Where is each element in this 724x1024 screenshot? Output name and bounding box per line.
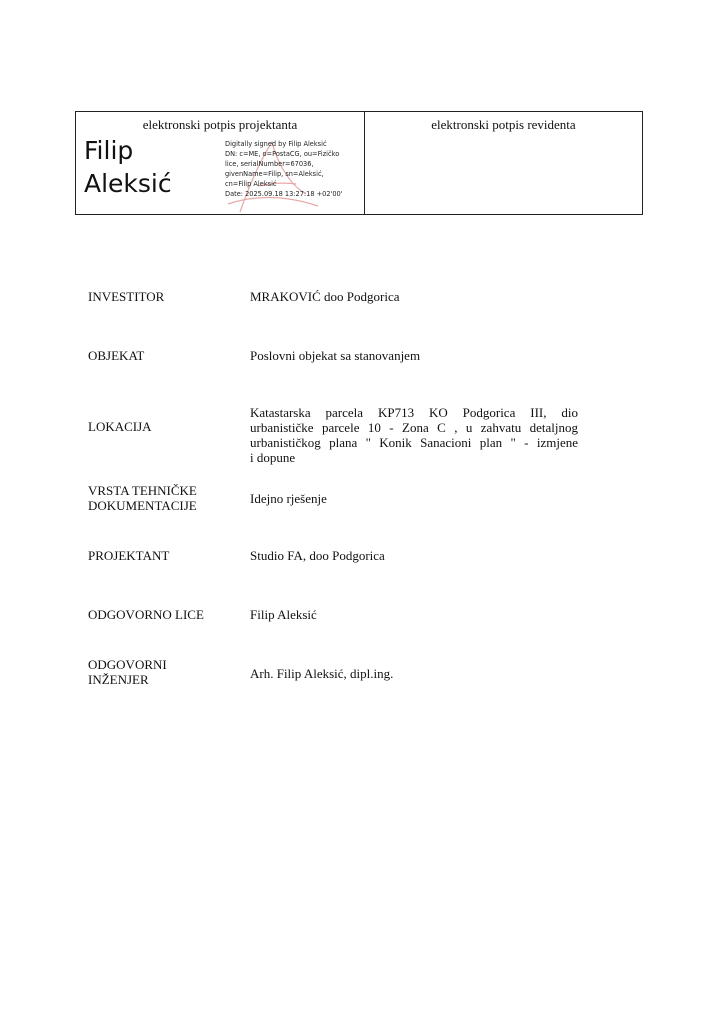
signer-name	[84, 134, 172, 200]
signer-first-name: Filip	[84, 136, 134, 165]
designer-signature-heading: elektronski potpis projektanta	[142, 117, 298, 132]
field-value: Poslovni objekat sa stanovanjem	[250, 348, 421, 363]
field-label-line: DOKUMENTACIJE	[88, 498, 197, 513]
field-label: INVESTITOR	[88, 289, 165, 304]
field-value: Studio FA, doo Podgorica	[250, 548, 385, 563]
location-line: urbanističke parcele 10 - Zona C , u zahvatu detaljnog	[250, 420, 578, 435]
signature-detail-line: DN: c=ME, o=PostaCG, ou=Fizičko	[225, 150, 340, 158]
signature-details	[225, 139, 343, 199]
field-label-line: VRSTA TEHNIČKE	[88, 483, 197, 498]
field-value: Idejno rješenje	[250, 491, 327, 506]
signature-detail-line: Digitally signed by Filip Aleksić	[225, 140, 327, 148]
location-line: urbanističkog plana " Konik Sanacioni plan " - izmjene	[250, 435, 578, 450]
signature-detail-line: lice, serialNumber=67036,	[225, 160, 314, 168]
signer-last-name: Aleksić	[84, 169, 172, 198]
field-label: OBJEKAT	[88, 348, 145, 363]
location-line: i dopune	[250, 450, 296, 465]
field-value: MRAKOVIĆ doo Podgorica	[250, 289, 400, 304]
field-label-line: INŽENJER	[88, 672, 149, 687]
field-value: Filip Aleksić	[250, 607, 317, 622]
field-label: ODGOVORNO LICE	[88, 607, 204, 622]
designer-signature-cell	[76, 112, 365, 214]
signature-table	[75, 111, 643, 215]
field-value: Arh. Filip Aleksić, dipl.ing.	[250, 666, 394, 681]
field-label-line: ODGOVORNI	[88, 657, 167, 672]
field-label	[88, 657, 238, 687]
reviewer-signature-heading: elektronski potpis revidenta	[431, 117, 576, 132]
signature-detail-line: givenName=Filip, sn=Aleksić,	[225, 170, 324, 178]
field-label: LOKACIJA	[88, 419, 152, 434]
field-label: PROJEKTANT	[88, 548, 170, 563]
reviewer-signature-cell	[365, 112, 642, 214]
field-label	[88, 483, 238, 513]
field-value	[250, 405, 578, 465]
signature-detail-line: cn=Filip Aleksić	[225, 180, 277, 188]
location-line: Katastarska parcela KP713 KO Podgorica III, dio	[250, 405, 578, 420]
signature-detail-line: Date: 2025.09.18 13:27:18 +02'00'	[225, 190, 343, 198]
